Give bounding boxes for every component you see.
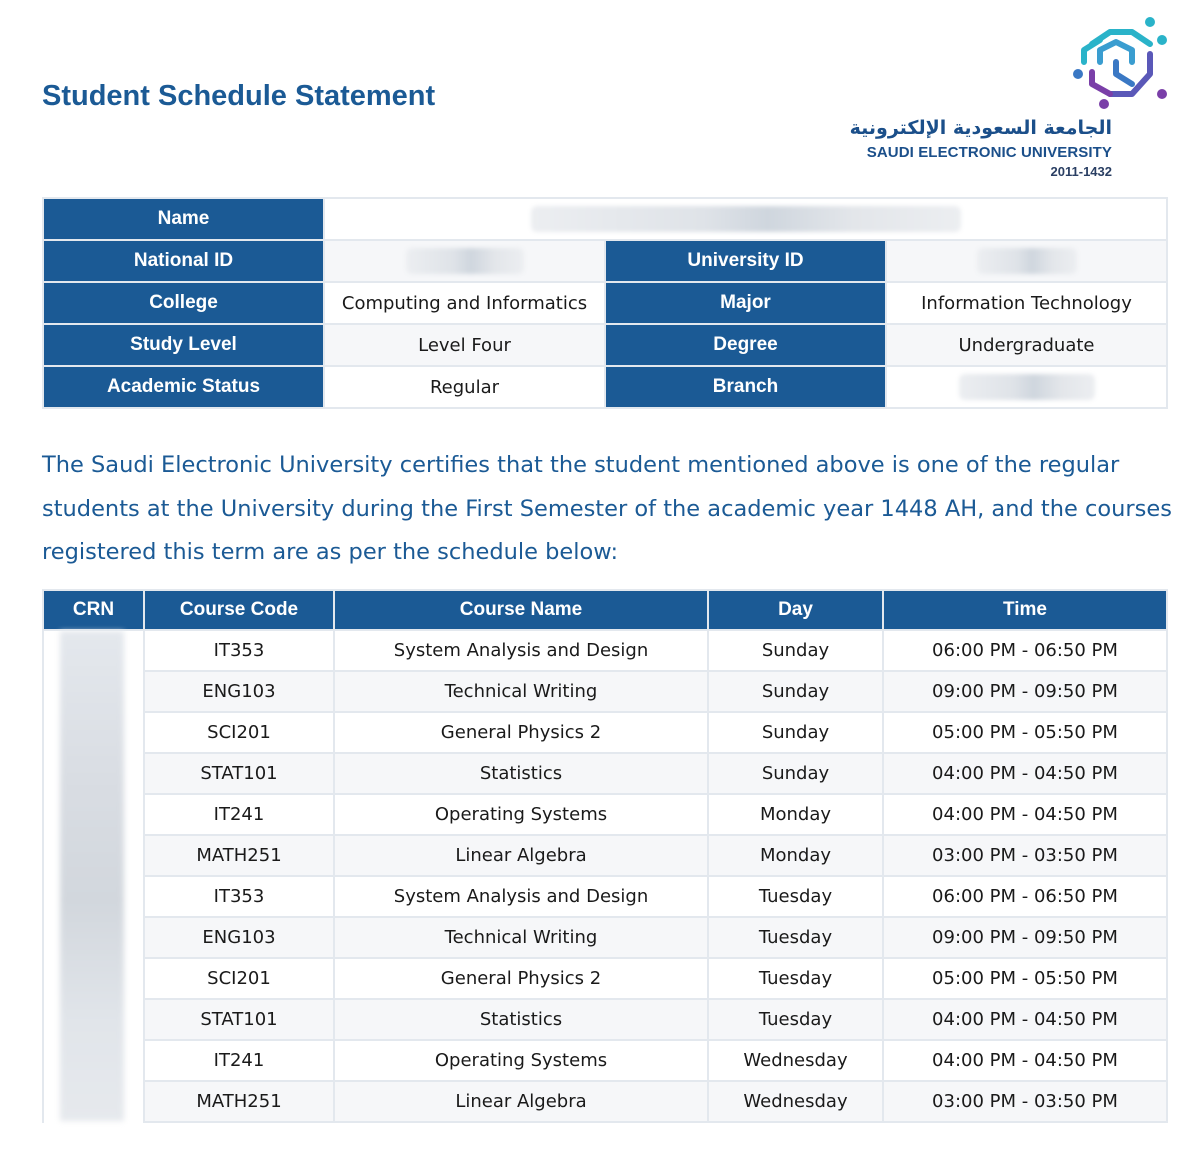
course-code-cell: SCI201 bbox=[144, 712, 334, 753]
name-value bbox=[324, 198, 1167, 240]
time-cell: 05:00 PM - 05:50 PM bbox=[883, 712, 1167, 753]
study-level-value: Level Four bbox=[324, 324, 605, 366]
schedule-table bbox=[42, 589, 1168, 1123]
name-redacted bbox=[531, 206, 961, 232]
branch-redacted bbox=[959, 374, 1095, 400]
university-logo bbox=[849, 14, 1170, 184]
info-row-level bbox=[43, 324, 1167, 366]
course-code-cell: ENG103 bbox=[144, 917, 334, 958]
course-code-cell: MATH251 bbox=[144, 1081, 334, 1122]
college-label: College bbox=[43, 282, 324, 324]
course-code-cell: IT241 bbox=[144, 1040, 334, 1081]
course-name-cell: Linear Algebra bbox=[334, 1081, 708, 1122]
major-label: Major bbox=[605, 282, 886, 324]
course-name-cell: Statistics bbox=[334, 999, 708, 1040]
time-cell: 06:00 PM - 06:50 PM bbox=[883, 876, 1167, 917]
info-row-college bbox=[43, 282, 1167, 324]
table-row bbox=[43, 712, 1167, 753]
course-code-cell: MATH251 bbox=[144, 835, 334, 876]
table-row bbox=[43, 876, 1167, 917]
table-row bbox=[43, 1040, 1167, 1081]
course-name-cell: Technical Writing bbox=[334, 917, 708, 958]
student-info-table bbox=[42, 197, 1168, 409]
info-row-name bbox=[43, 198, 1167, 240]
course-name-cell: System Analysis and Design bbox=[334, 630, 708, 671]
day-cell: Sunday bbox=[708, 712, 883, 753]
document-title: Student Schedule Statement bbox=[42, 80, 436, 112]
table-row bbox=[43, 630, 1167, 671]
logo-english-name: SAUDI ELECTRONIC UNIVERSITY bbox=[866, 144, 1112, 161]
name-label: Name bbox=[43, 198, 324, 240]
course-name-cell: Linear Algebra bbox=[334, 835, 708, 876]
time-cell: 04:00 PM - 04:50 PM bbox=[883, 1040, 1167, 1081]
day-cell: Tuesday bbox=[708, 876, 883, 917]
day-cell: Sunday bbox=[708, 630, 883, 671]
course-code-cell: STAT101 bbox=[144, 999, 334, 1040]
national-id-value bbox=[324, 240, 605, 282]
header-course-code: Course Code bbox=[144, 590, 334, 630]
course-name-cell: Operating Systems bbox=[334, 1040, 708, 1081]
time-cell: 09:00 PM - 09:50 PM bbox=[883, 671, 1167, 712]
time-cell: 05:00 PM - 05:50 PM bbox=[883, 958, 1167, 999]
logo-years: 2011-1432 bbox=[1050, 164, 1112, 179]
day-cell: Wednesday bbox=[708, 1040, 883, 1081]
course-code-cell: STAT101 bbox=[144, 753, 334, 794]
branch-value bbox=[886, 366, 1167, 408]
table-row bbox=[43, 671, 1167, 712]
course-code-cell: IT241 bbox=[144, 794, 334, 835]
degree-label: Degree bbox=[605, 324, 886, 366]
course-name-cell: General Physics 2 bbox=[334, 958, 708, 999]
time-cell: 04:00 PM - 04:50 PM bbox=[883, 753, 1167, 794]
day-cell: Sunday bbox=[708, 753, 883, 794]
major-value: Information Technology bbox=[886, 282, 1167, 324]
logo-arabic-name: الجامعة السعودية الإلكترونية bbox=[849, 117, 1112, 139]
time-cell: 03:00 PM - 03:50 PM bbox=[883, 835, 1167, 876]
crn-cell bbox=[43, 630, 144, 1122]
header-course-name: Course Name bbox=[334, 590, 708, 630]
schedule-header-row bbox=[43, 590, 1167, 630]
day-cell: Sunday bbox=[708, 671, 883, 712]
course-code-cell: ENG103 bbox=[144, 671, 334, 712]
course-name-cell: Statistics bbox=[334, 753, 708, 794]
university-id-redacted bbox=[977, 248, 1077, 274]
table-row bbox=[43, 1081, 1167, 1122]
info-row-ids bbox=[43, 240, 1167, 282]
certification-text: The Saudi Electronic University certifies that the student mentioned above is one of the regular students at the University during the First Semester of the academic year 1448 AH, and the courses registered this term are as per the schedule below: bbox=[42, 452, 1172, 565]
academic-status-value: Regular bbox=[324, 366, 605, 408]
course-name-cell: Operating Systems bbox=[334, 794, 708, 835]
day-cell: Wednesday bbox=[708, 1081, 883, 1122]
branch-label: Branch bbox=[605, 366, 886, 408]
study-level-label: Study Level bbox=[43, 324, 324, 366]
time-cell: 09:00 PM - 09:50 PM bbox=[883, 917, 1167, 958]
course-name-cell: System Analysis and Design bbox=[334, 876, 708, 917]
crn-redacted bbox=[60, 631, 124, 1121]
course-code-cell: IT353 bbox=[144, 630, 334, 671]
header-time: Time bbox=[883, 590, 1167, 630]
table-row bbox=[43, 917, 1167, 958]
time-cell: 04:00 PM - 04:50 PM bbox=[883, 794, 1167, 835]
table-row bbox=[43, 753, 1167, 794]
course-name-cell: Technical Writing bbox=[334, 671, 708, 712]
table-row bbox=[43, 958, 1167, 999]
day-cell: Tuesday bbox=[708, 958, 883, 999]
university-emblem-icon bbox=[1070, 14, 1170, 114]
day-cell: Tuesday bbox=[708, 999, 883, 1040]
info-row-status bbox=[43, 366, 1167, 408]
course-code-cell: IT353 bbox=[144, 876, 334, 917]
course-code-cell: SCI201 bbox=[144, 958, 334, 999]
table-row bbox=[43, 999, 1167, 1040]
academic-status-label: Academic Status bbox=[43, 366, 324, 408]
header-crn: CRN bbox=[43, 590, 144, 630]
day-cell: Tuesday bbox=[708, 917, 883, 958]
university-id-label: University ID bbox=[605, 240, 886, 282]
college-value: Computing and Informatics bbox=[324, 282, 605, 324]
time-cell: 03:00 PM - 03:50 PM bbox=[883, 1081, 1167, 1122]
national-id-label: National ID bbox=[43, 240, 324, 282]
day-cell: Monday bbox=[708, 794, 883, 835]
national-id-redacted bbox=[406, 248, 524, 274]
header-day: Day bbox=[708, 590, 883, 630]
degree-value: Undergraduate bbox=[886, 324, 1167, 366]
university-id-value bbox=[886, 240, 1167, 282]
course-name-cell: General Physics 2 bbox=[334, 712, 708, 753]
table-row bbox=[43, 835, 1167, 876]
time-cell: 06:00 PM - 06:50 PM bbox=[883, 630, 1167, 671]
day-cell: Monday bbox=[708, 835, 883, 876]
time-cell: 04:00 PM - 04:50 PM bbox=[883, 999, 1167, 1040]
table-row bbox=[43, 794, 1167, 835]
